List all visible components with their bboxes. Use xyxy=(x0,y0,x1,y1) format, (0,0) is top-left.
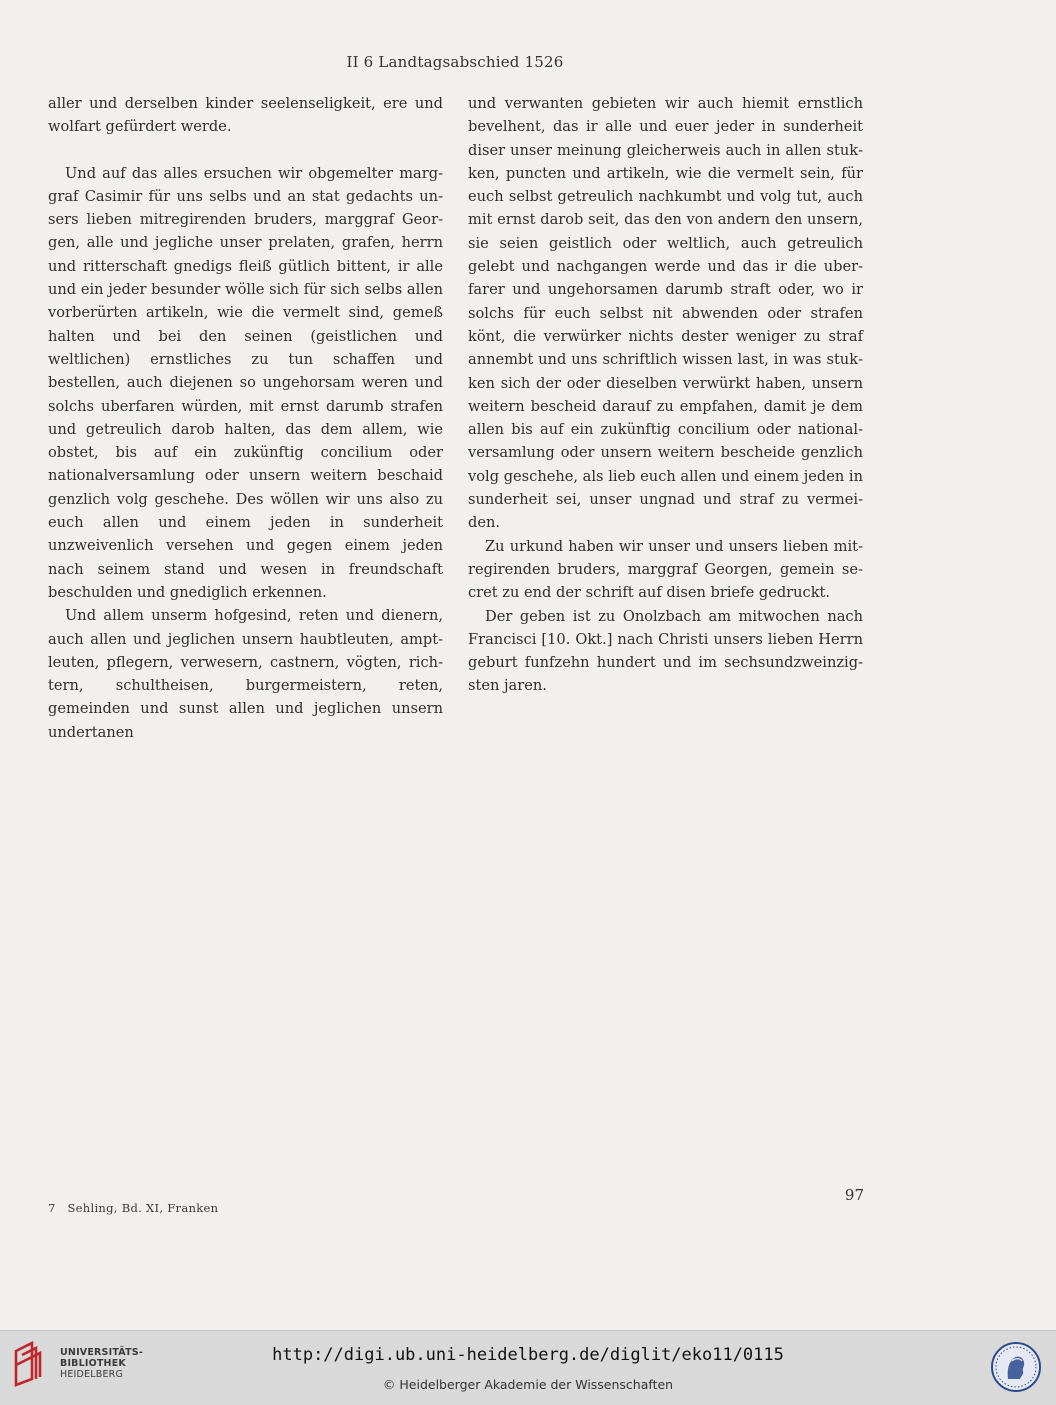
copyright-notice: © Heidelberger Akademie der Wissenschaften xyxy=(382,1377,674,1392)
paragraph: Zu urkund haben wir unser und unsers lieben mitregirenden bruders, marggraf Georgen, gemein secret zu end der schrift auf disen briefe gedruckt. xyxy=(468,537,863,602)
library-line: BIBLIOTHEK xyxy=(60,1358,126,1369)
seal-graphic xyxy=(990,1341,1042,1393)
library-line: UNIVERSITÄTS- xyxy=(60,1347,143,1358)
signature-line: 7 Sehling, Bd. XI, Franken xyxy=(48,1201,219,1215)
page-number: 97 xyxy=(844,1186,864,1204)
right-column xyxy=(468,92,863,698)
paragraph: Der geben ist zu Onolzbach am mitwochen nach Francisci [10. Okt.] nach Christi unsers lieben Herrn geburt funfzehn hundert und im sechsundzweinzigsten jaren. xyxy=(468,607,863,695)
paragraph: Und auf das alles ersuchen wir obgemelter marggraf Casimir für uns selbs und an stat gedachts unsers lieben mitregirenden bruders, marggraf Georgen, alle und jegliche unser prelaten, grafen, herrn und ritterschaft gnedigs fleiß gütlich bittent, ir alle und ein jeder besunder wölle sich für sich selbs allen vorberürten artikeln, wie die vermelt sind, gemeß halten und bei den seinen (geistlichen und weltlichen) ernstliches zu tun schaffen und bestellen, auch diejenen so ungehorsam weren und solchs uberfaren würden, mit ernst darumb strafen und getreulich darob halten, das dem allem, wie obstet, bis auf ein zukünftig concilium oder nationalversamlung oder unsern weitern beschaid genzlich volg geschehe. Des wöllen wir uns also zu euch allen und einem jeden in sunderheit unzweivenlich versehen und gegen einem jeden nach seinem stand und wesen in freundschaft beschulden und gnediglich erkennen. xyxy=(48,164,443,601)
running-head: II 6 Landtagsabschied 1526 xyxy=(346,53,564,71)
paragraph: aller und derselben kinder seelenseligkeit, ere und wolfart gefürdert werde. xyxy=(48,95,443,136)
viewer-footer xyxy=(0,1330,1056,1405)
left-column xyxy=(48,92,443,744)
library-line: HEIDELBERG xyxy=(60,1369,124,1380)
paragraph: Und allem unserm hofgesind, reten und dienern, auch allen und jeglichen unsern haubtleuten, amptleuten, pflegern, verwesern, castnern, vögten, richtern, schultheisen, burgermeistern, reten, gemeinden und sunst allen und jeglichen unsern undertanen xyxy=(48,607,443,741)
paragraph: und verwanten gebieten wir auch hiemit ernstlich bevelhent, das ir alle und euer jeder in sunderheit diser unser meinung gleicherweis auch in allen stukken, puncten und artikeln, wie die vermelt sein, für euch selbst getreulich nachkumbt und volg tut, auch mit ernst darob seit, das den von andern den unsern, sie seien geistlich oder weltlich, auch getreulich gelebt und nachgangen werde und das ir die uberfarer und ungehorsamen darumb straft oder, wo ir solchs für euch selbst nit abwenden oder strafen könt, die verwürker nichts dester weniger zu straf annembt und uns schriftlich wissen last, in was stukken sich der oder dieselben verwürkt haben, unsern weitern bescheid darauf zu empfahen, damit je dem allen bis auf ein zukünftig concilium oder nationalversamlung oder unsern weitern bescheide genzlich volg geschehe, als lieb euch allen und einem jeden in sunderheit sei, unser ungnad und straf zu vermeiden. xyxy=(468,95,863,532)
academy-seal-icon[interactable] xyxy=(990,1341,1042,1393)
permalink-url[interactable]: http://digi.ub.uni-heidelberg.de/diglit/eko11/0115 xyxy=(272,1345,784,1365)
